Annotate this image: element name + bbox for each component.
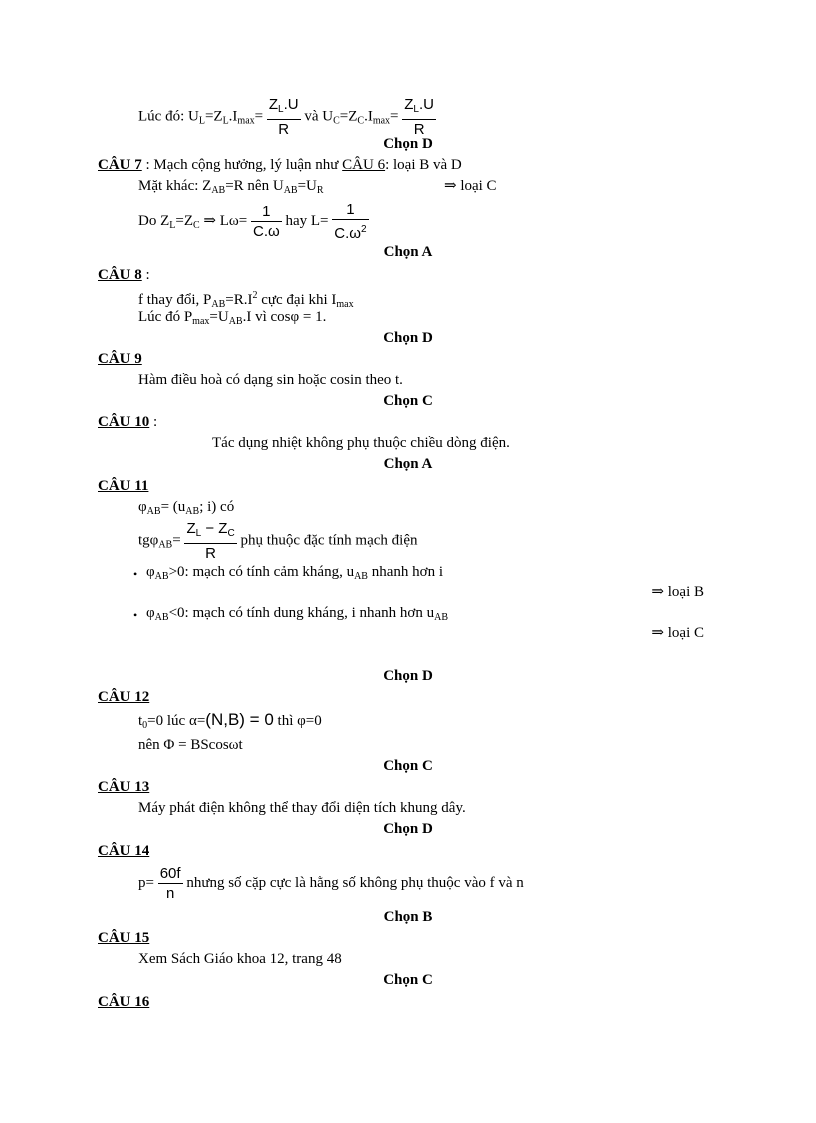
text: .U (283, 96, 299, 113)
subscript: L (413, 104, 419, 115)
answer-cau12: Chọn C (383, 758, 433, 774)
answer-cau13: Chọn D (383, 821, 433, 837)
answer-cau11: Chọn D (383, 668, 433, 684)
denominator: n (165, 885, 175, 902)
fraction-1-over-c-omega-squared (332, 200, 368, 243)
text: phụ thuộc đặc tính mạch điện (240, 532, 418, 549)
text: =U (209, 309, 229, 325)
text: <0: mạch có tính dung kháng, i nhanh hơn u (168, 605, 435, 621)
text: ⇒ Lω= (199, 212, 248, 229)
text: và U (304, 108, 334, 125)
heading-cau10: CÂU 10 (98, 414, 150, 430)
superscript: 2 (252, 290, 258, 301)
cau13-line1: Máy phát điện không thể thay đổi diện tích khung dây. (138, 800, 466, 816)
text: ; i) có (199, 499, 235, 515)
text: = (u (160, 499, 186, 515)
subscript: L (222, 115, 229, 127)
cau10-line1: Tác dụng nhiệt không phụ thuộc chiều dòng điện. (212, 435, 510, 451)
answer-cau15: Chọn C (383, 972, 433, 988)
bullet-icon: • (133, 567, 138, 581)
text: φ (138, 499, 147, 515)
subscript: AB (211, 185, 226, 196)
cau12-line1 (138, 711, 322, 735)
text: .I (364, 108, 373, 125)
subscript: C (333, 115, 340, 127)
answer-cau10: Chọn A (383, 456, 433, 472)
text: tgφ (138, 532, 159, 549)
numerator (267, 95, 301, 120)
cau11-eliminate-b: ⇒ loại B (651, 584, 704, 600)
text: Lúc đó P (138, 309, 193, 325)
text: f thay đổi, P (138, 292, 212, 308)
cau9-heading-line (98, 350, 142, 368)
heading-cau8: CÂU 8 (98, 267, 142, 283)
cau11-heading-line (98, 477, 148, 495)
cau11-bullet1 (146, 563, 443, 586)
text: φ (146, 564, 155, 580)
cau15-heading-line (98, 929, 149, 947)
text: φ (146, 605, 155, 621)
subscript: AB (146, 506, 161, 517)
cau6-formula-line (138, 95, 436, 139)
heading-cau11: CÂU 11 (98, 478, 149, 494)
text: >0: mạch có tính cảm kháng, u (168, 564, 355, 580)
cau7-line3 (138, 200, 369, 243)
subscript: AB (228, 316, 243, 327)
subscript: max (372, 115, 391, 127)
answer-cau6: Chọn D (383, 136, 433, 152)
denominator: R (205, 545, 216, 562)
denominator: R (413, 121, 425, 138)
text: Do Z (138, 212, 170, 229)
text: Z (268, 96, 279, 113)
numerator: 1 (251, 202, 282, 222)
text: p= (138, 874, 154, 891)
subscript: C (192, 219, 200, 231)
cau16-heading-line (98, 993, 149, 1011)
heading-cau13: CÂU 13 (98, 779, 150, 795)
text: : (141, 267, 150, 283)
text: hay L= (285, 212, 329, 229)
vector-angle-expression: (N,B) = 0 (205, 710, 274, 729)
subscript: AB (211, 299, 226, 310)
cau11-line2 (138, 519, 417, 563)
text: =R nên U (225, 178, 284, 194)
text: =Z (175, 212, 193, 229)
subscript: 0 (142, 720, 148, 731)
cau8-line2 (138, 308, 326, 331)
text: t (138, 713, 143, 729)
subscript: L (198, 115, 205, 127)
subscript: max (192, 316, 210, 327)
fraction-1-over-c-omega (251, 202, 282, 241)
numerator (184, 519, 236, 544)
text: nhanh hơn i (367, 564, 443, 580)
cau11-eliminate-c: ⇒ loại C (651, 625, 704, 641)
subscript: max (237, 115, 255, 127)
subscript: AB (283, 185, 298, 196)
text: =Z (204, 108, 223, 125)
subscript: AB (434, 612, 449, 623)
text: nhưng số cặp cực là hằng số không phụ thuộc vào f và n (186, 874, 524, 891)
text: Mặt khác: Z (138, 178, 212, 194)
text: = (172, 532, 181, 549)
answer-cau14: Chọn B (383, 909, 433, 925)
text: = (254, 108, 264, 125)
cau7-line2 (138, 177, 324, 200)
text: cực đại khi I (257, 292, 337, 308)
cau14-line1 (138, 864, 524, 903)
cau10-heading-line (98, 413, 157, 431)
text: : Mạch cộng hưởng, lý luận như (145, 157, 343, 173)
heading-cau7: CÂU 7 (98, 157, 142, 173)
heading-cau9: CÂU 9 (98, 351, 142, 367)
numerator (402, 95, 436, 120)
heading-cau16: CÂU 16 (98, 994, 150, 1010)
reference-cau6: CÂU 6 (342, 157, 386, 173)
text: .I vì cosφ = 1. (242, 309, 327, 325)
cau7-eliminate-c: ⇒ loại C (444, 178, 497, 194)
text: Lúc đó: U (138, 108, 199, 125)
subscript: R (316, 185, 324, 196)
text: Z (404, 96, 414, 113)
heading-cau15: CÂU 15 (98, 930, 150, 946)
subscript: L (195, 528, 202, 539)
text: =U (297, 178, 317, 194)
subscript: L (169, 219, 176, 231)
cau8-heading-line (98, 266, 150, 284)
answer-cau9: Chọn C (383, 393, 433, 409)
cau13-heading-line (98, 778, 149, 796)
answer-cau7: Chọn A (383, 244, 433, 260)
answer-cau8: Chọn D (383, 330, 433, 346)
subscript: C (357, 115, 365, 127)
superscript: 2 (360, 224, 367, 235)
numerator: 1 (332, 200, 368, 220)
text: Z (186, 520, 196, 537)
cau12-line2: nên Φ = BScosωt (138, 737, 243, 753)
cau15-line1: Xem Sách Giáo khoa 12, trang 48 (138, 951, 342, 967)
cau14-heading-line (98, 842, 149, 860)
text: =Z (339, 108, 358, 125)
text: : loại B và D (385, 157, 462, 173)
subscript: C (227, 528, 235, 539)
text: thì φ=0 (273, 713, 322, 729)
cau11-bullet2 (146, 604, 448, 627)
bullet-icon: • (133, 608, 138, 622)
fraction-60f-over-n (158, 864, 183, 903)
cau12-heading-line (98, 688, 149, 706)
fraction-zl-u-over-r-2 (402, 95, 436, 139)
subscript: max (336, 299, 354, 310)
text: =0 lúc α= (147, 713, 206, 729)
subscript: AB (154, 612, 169, 623)
heading-cau12: CÂU 12 (98, 689, 150, 705)
fraction-zl-minus-zc-over-r (184, 519, 236, 563)
denominator: R (278, 121, 290, 138)
subscript: AB (154, 571, 169, 582)
text: = (390, 108, 399, 125)
text: =R.I (225, 292, 253, 308)
cau11-line1 (138, 498, 234, 521)
subscript: L (278, 104, 284, 115)
text: .I (228, 108, 238, 125)
numerator: 60f (159, 865, 181, 882)
text: C.ω (334, 225, 361, 242)
cau9-line1: Hàm điều hoà có dạng sin hoặc cosin theo t. (138, 372, 403, 388)
text: .U (418, 96, 434, 113)
subscript: AB (185, 506, 200, 517)
text: : (149, 414, 158, 430)
text: − Z (201, 520, 228, 537)
subscript: AB (158, 539, 173, 551)
heading-cau14: CÂU 14 (98, 843, 150, 859)
cau7-line1 (98, 156, 462, 174)
denominator: C.ω (252, 223, 280, 240)
fraction-zl-u-over-r (267, 95, 301, 139)
subscript: AB (354, 571, 368, 582)
denominator (332, 220, 368, 243)
